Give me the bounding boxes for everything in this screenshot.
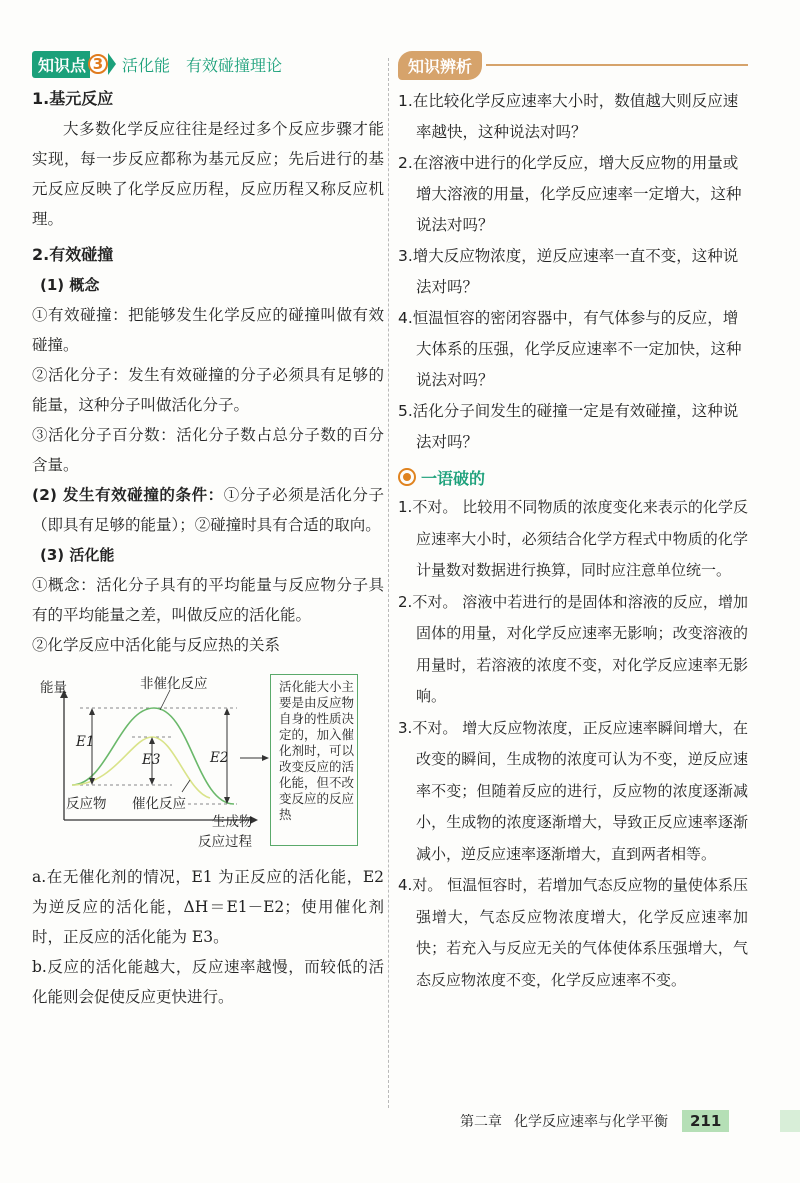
question-item: 3.增大反应物浓度，逆反应速率一直不变，这种说法对吗？ <box>398 247 739 296</box>
answers-header <box>398 462 748 492</box>
collision-conditions-text: ①分子必须是活化分子（即具有足够的能量）；②碰撞时具有合适的取向。 <box>32 486 384 534</box>
footer-decor-bar <box>780 1110 800 1132</box>
reactant-label: 反应物 <box>66 796 107 812</box>
question-item: 5.活化分子间发生的碰撞一定是有效碰撞，这种说法对吗？ <box>398 402 739 451</box>
curve-label-pointer <box>160 690 170 710</box>
page-number: 211 <box>682 1110 729 1132</box>
uncatalyzed-label: 非催化反应 <box>140 676 208 692</box>
activation-energy-relation: ②化学反应中活化能与反应热的关系 <box>32 636 281 654</box>
left-column <box>32 50 384 1012</box>
target-icon <box>398 468 416 486</box>
section-title-elementary-reaction: 1.基元反应 <box>32 89 114 108</box>
catalyzed-label: 催化反应 <box>132 796 186 812</box>
explanation-b: b.反应的活化能越大，反应速率越慢，而较低的活化能则会促使反应更快进行。 <box>32 958 384 1006</box>
question-list <box>398 86 748 458</box>
x-axis-label: 反应过程 <box>198 834 252 850</box>
diagram-note-box: 活化能大小主要是由反应物自身的性质决定的，加入催化剂时，可以改变反应的活化能，但不改变反应的反应热 <box>270 674 358 846</box>
activation-energy-definition: ①概念：活化分子具有的平均能量与反应物分子具有的平均能量之差，叫做反应的活化能。 <box>32 576 384 624</box>
e1-arrow-up-icon <box>89 708 95 715</box>
question-item: 1.在比较化学反应速率大小时，数值越大则反应速率越快，这种说法对吗？ <box>398 92 739 141</box>
knowledge-point-tag: 知识点 <box>32 51 90 78</box>
collision-conditions <box>32 480 384 540</box>
knowledge-point-number: 3 <box>88 54 108 74</box>
footer-chapter: 第二章 <box>460 1114 502 1130</box>
knowledge-analysis-header <box>398 50 748 80</box>
explanation-a: a.在无催化剂的情况，E1 为正反应的活化能，E2 为逆反应的活化能，ΔH＝E1－E2；使用催化剂时，正反应的活化能为 E3。 <box>32 868 384 946</box>
collision-conditions-label: (2) 发生有效碰撞的条件： <box>32 486 224 504</box>
footer-chapter-title: 化学反应速率与化学平衡 <box>514 1114 668 1130</box>
e1-label: E1 <box>76 734 95 750</box>
e3-arrow-down-icon <box>149 778 155 785</box>
e3-arrow-up-icon <box>149 737 155 744</box>
answer-item: 3.不对。 增大反应物浓度，正反应速率瞬间增大，在改变的瞬间，生成物的浓度可认为不变，逆反应速率不变；但随着反应的进行，反应物的浓度逐渐减小，生成物的浓度逐渐增大，导致正反应速率逐渐减小，逆反应速率逐渐增大，直到两者相等。 <box>398 718 748 863</box>
e3-label: E3 <box>142 752 161 768</box>
answer-item: 2.不对。 溶液中若进行的是固体和溶液的反应，增加固体的用量，对化学反应速率无影响；改变溶液的用量时，若溶液的浓度不变，对化学反应速率无影响。 <box>398 592 748 705</box>
concept-activated-percentage: ③活化分子百分数：活化分子数占总分子数的百分含量。 <box>32 426 384 474</box>
catalyzed-label-pointer <box>182 780 190 792</box>
header-rule <box>486 64 748 66</box>
answers-title: 一语破的 <box>421 468 486 488</box>
subsection-activation-energy: (3) 活化能 <box>40 546 115 564</box>
answer-item: 4.对。 恒温恒容时，若增加气态反应物的量使体系压强增大，气态反应物浓度增大，化学反应速率加快；若充入与反应无关的气体使体系压强增大，气态反应物浓度不变，化学反应速率不变。 <box>398 876 748 989</box>
e2-label: E2 <box>210 750 229 766</box>
question-item: 2.在溶液中进行的化学反应，增大反应物的用量或增大溶液的用量，化学反应速率一定增大，这种说法对吗？ <box>398 154 742 234</box>
answer-list <box>398 492 748 996</box>
energy-diagram <box>32 670 384 858</box>
column-divider <box>388 58 389 1108</box>
knowledge-point-header <box>32 50 384 78</box>
e2-arrow-up-icon <box>224 708 230 715</box>
right-column <box>398 50 748 996</box>
product-label: 生成物 <box>212 814 253 830</box>
concept-activated-molecule: ②活化分子：发生有效碰撞的分子必须具有足够的能量，这种分子叫做活化分子。 <box>32 366 384 414</box>
subsection-concept: (1) 概念 <box>40 276 100 294</box>
knowledge-point-title: 活化能 有效碰撞理论 <box>122 55 283 75</box>
concept-effective-collision: ①有效碰撞：把能够发生化学反应的碰撞叫做有效碰撞。 <box>32 306 384 354</box>
elementary-reaction-body: 大多数化学反应往往是经过多个反应步骤才能实现，每一步反应都称为基元反应；先后进行的基元反应反映了化学反应历程，反应历程又称反应机理。 <box>32 120 384 228</box>
page-footer <box>460 1110 729 1132</box>
question-item: 4.恒温恒容的密闭容器中，有气体参与的反应，增大体系的压强，化学反应速率不一定加快，这种说法对吗？ <box>398 309 742 389</box>
knowledge-analysis-tag: 知识辨析 <box>398 51 482 80</box>
section-title-effective-collision: 2.有效碰撞 <box>32 245 114 264</box>
answer-item: 1.不对。 比较用不同物质的浓度变化来表示的化学反应速率大小时，必须结合化学方程式中物质的化学计量数对数据进行换算，同时应注意单位统一。 <box>398 498 748 579</box>
tag-arrow-icon <box>108 53 116 75</box>
y-axis-label: 能量 <box>40 680 67 696</box>
note-pointer-arrow-icon <box>262 755 269 761</box>
